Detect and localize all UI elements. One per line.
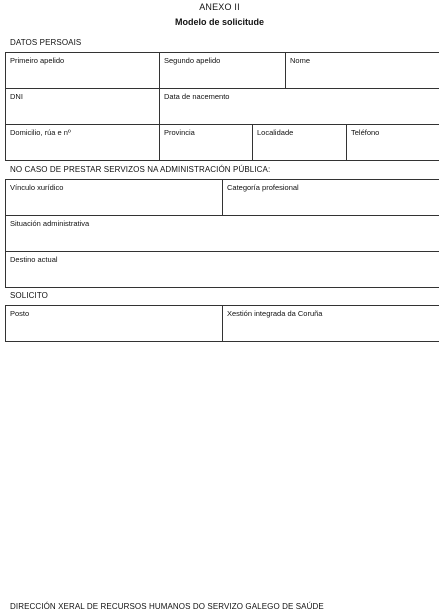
solicito-section-label: SOLICITO — [10, 291, 48, 300]
categoria-profesional-field[interactable]: Categoría profesional — [223, 180, 439, 216]
primeiro-apelido-field[interactable]: Primeiro apelido — [6, 53, 160, 89]
vinculo-xuridico-field[interactable]: Vínculo xurídico — [6, 180, 223, 216]
dni-field[interactable]: DNI — [6, 89, 160, 125]
xestion-integrada-field[interactable]: Xestión integrada da Coruña — [223, 306, 439, 342]
provincia-field[interactable]: Provincia — [160, 125, 253, 161]
localidade-field[interactable]: Localidade — [253, 125, 347, 161]
personal-data-table — [5, 52, 439, 161]
domicilio-field[interactable]: Domicilio, rúa e nº — [6, 125, 160, 161]
solicito-table — [5, 305, 439, 342]
nome-field[interactable]: Nome — [286, 53, 439, 89]
situacion-administrativa-field[interactable]: Situación administrativa — [6, 216, 439, 252]
footer-institution: DIRECCIÓN XERAL DE RECURSOS HUMANOS DO SERVIZO GALEGO DE SAÚDE — [10, 602, 324, 611]
segundo-apelido-field[interactable]: Segundo apelido — [160, 53, 286, 89]
annex-title: ANEXO II — [199, 2, 240, 12]
destino-actual-field[interactable]: Destino actual — [6, 252, 439, 288]
posto-field[interactable]: Posto — [6, 306, 223, 342]
personal-data-section-label: DATOS PERSOAIS — [10, 38, 82, 47]
form-subtitle: Modelo de solicitude — [174, 17, 264, 27]
public-admin-section-label: NO CASO DE PRESTAR SERVIZOS NA ADMINISTRACIÓN PÚBLICA: — [10, 165, 271, 174]
data-nacemento-field[interactable]: Data de nacemento — [160, 89, 439, 125]
telefono-field[interactable]: Teléfono — [347, 125, 439, 161]
public-admin-table — [5, 179, 439, 288]
